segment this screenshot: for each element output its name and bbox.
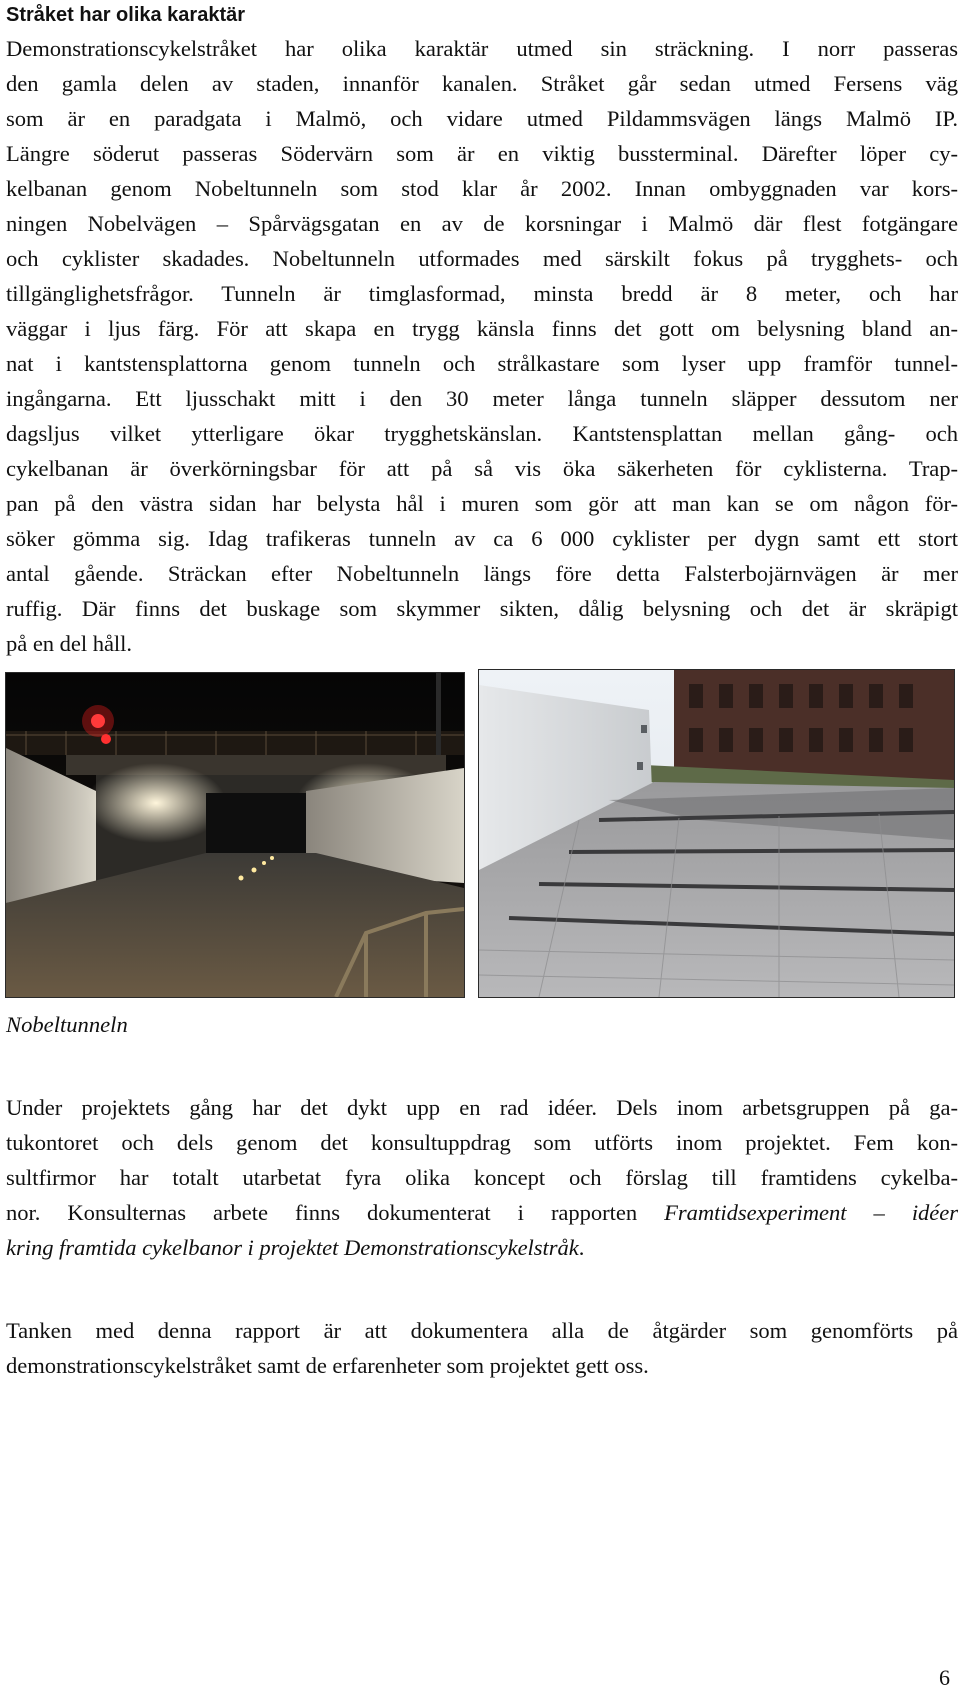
tunnel-night-photo [5,672,465,998]
text-line: dagsljus vilket ytterligare ökar trygghetskänslan. Kantstensplattan mellan gång- och [6,421,958,446]
section-heading: Stråket har olika karaktär [6,4,246,26]
text-line: väggar i ljus färg. För att skapa en trygg känsla finns det gott om belysning bland an- [6,316,958,341]
tunnel-steps-illustration [479,670,954,997]
text-line: ruffig. Där finns det buskage som skymmer sikten, dålig belysning och det är skräpigt [6,596,958,621]
text-line: cykelbanan är överkörningsbar för att på så vis öka säkerheten för cyklisterna. Trap- [6,456,958,481]
page-number: 6 [939,1665,950,1690]
text-line: pan på den västra sidan har belysta hål i muren som gör att man kan se om någon för- [6,491,958,516]
text-line: på en del håll. [6,631,132,656]
text-line: söker gömma sig. Idag trafikeras tunneln av ca 6 000 cyklister per dygn samt ett stort [6,526,958,551]
text-line: tillgänglighetsfrågor. Tunneln är timglasformad, minsta bredd är 8 meter, och har [6,281,958,306]
text-line: den gamla delen av staden, innanför kanalen. Stråket går sedan utmed Fersens väg [6,71,958,96]
text-line: kelbanan genom Nobeltunneln som stod klar år 2002. Innan ombyggnaden var kors- [6,176,958,201]
report-title-part1: Framtidsexperiment – idéer [664,1200,958,1225]
text-line: tukontoret och dels genom det konsultuppdrag som utförts inom projektet. Fem kon- [6,1130,958,1155]
text-line: ningen Nobelvägen – Spårvägsgatan en av de korsningar i Malmö där flest fotgängare [6,211,958,236]
photo-caption: Nobeltunneln [6,1012,128,1037]
text-line: Längre söderut passeras Södervärn som är en viktig bussterminal. Därefter löper cy- [6,141,958,166]
text-line: och cyklister skadades. Nobeltunneln utformades med särskilt fokus på trygghets- och [6,246,958,271]
text-line: ingångarna. Ett ljusschakt mitt i den 30 meter långa tunneln släpper dessutom ner [6,386,958,411]
text-segment: . [578,1235,585,1260]
paragraph-route-character [6,31,958,661]
text-line: som är en paradgata i Malmö, och vidare utmed Pildammsvägen längs Malmö IP. [6,106,958,131]
text-line: antal gående. Sträckan efter Nobeltunneln längs före detta Falsterbojärnvägen är mer [6,561,958,586]
tunnel-night-illustration [6,673,464,997]
report-title-part2: kring framtida cykelbanor i projektet Demonstrationscykelstråk [6,1235,579,1260]
text-line [6,1195,958,1230]
text-line: nat i kantstensplattorna genom tunneln och strålkastare som lyser upp framför tunnel- [6,351,958,376]
text-line: Under projektets gång har det dykt upp en rad idéer. Dels inom arbetsgruppen på ga- [6,1095,958,1120]
tunnel-steps-day-photo [478,669,955,998]
text-line: Demonstrationscykelstråket har olika karaktär utmed sin sträckning. I norr passeras [6,36,958,61]
text-line: sultfirmor har totalt utarbetat fyra olika koncept och förslag till framtidens cykelba- [6,1165,958,1190]
text-line: demonstrationscykelstråket samt de erfarenheter som projektet gett oss. [6,1353,649,1378]
paragraph-report-purpose [6,1313,958,1383]
text-line: Tanken med denna rapport är att dokumentera alla de åtgärder som genomförts på [6,1318,958,1343]
paragraph-project-ideas [6,1090,958,1265]
text-segment: nor. Konsulternas arbete finns dokumenterat i rapporten [6,1200,665,1225]
text-line [6,1230,958,1265]
